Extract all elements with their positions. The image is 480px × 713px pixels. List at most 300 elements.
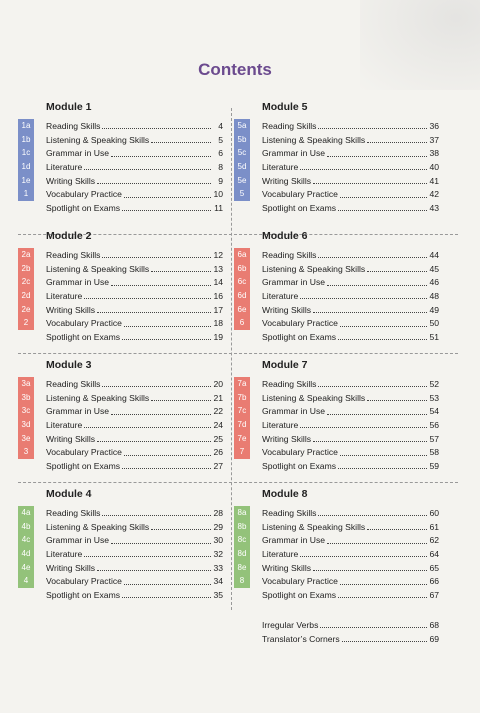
contents-row[interactable] (234, 146, 439, 160)
dot-leader (111, 279, 211, 286)
section-label: Reading Skills (46, 249, 101, 260)
dot-leader (340, 578, 427, 585)
unit-tag (18, 588, 34, 602)
unit-tag: 4a (18, 506, 34, 520)
page-number: 61 (429, 521, 439, 532)
section-label: Reading Skills (46, 507, 101, 518)
section-label: Vocabulary Practice (46, 189, 122, 200)
dot-leader (318, 122, 427, 129)
page-number: 59 (429, 460, 439, 471)
contents-row[interactable] (18, 547, 223, 561)
appendix-label: Translator’s Corners (262, 633, 340, 644)
contents-row[interactable] (18, 119, 223, 133)
unit-tag: 2e (18, 303, 34, 317)
page-number: 46 (429, 277, 439, 288)
dot-leader (340, 191, 427, 198)
contents-row[interactable] (18, 262, 223, 276)
appendix-label: Irregular Verbs (262, 619, 319, 630)
page-number: 16 (213, 290, 223, 301)
dot-leader (111, 537, 211, 544)
page-number: 13 (213, 263, 223, 274)
section-label: Vocabulary Practice (46, 447, 122, 458)
dot-leader (313, 306, 427, 313)
page-number: 19 (213, 331, 223, 342)
section-label: Grammar in Use (262, 277, 326, 288)
section-label: Reading Skills (46, 378, 101, 389)
unit-tag (234, 201, 250, 215)
contents-row[interactable] (234, 418, 439, 432)
section-label: Spotlight on Exams (262, 331, 337, 342)
dot-leader (300, 550, 427, 557)
page-number: 51 (429, 331, 439, 342)
section-label: Spotlight on Exams (46, 331, 121, 342)
dot-leader (122, 591, 211, 598)
page-number: 64 (429, 548, 439, 559)
unit-tag (18, 459, 34, 473)
unit-tag: 5a (234, 119, 250, 133)
dot-leader (124, 191, 211, 198)
contents-row[interactable] (234, 133, 439, 147)
dot-leader (151, 136, 211, 143)
dot-leader (102, 380, 211, 387)
section-label: Vocabulary Practice (262, 576, 338, 587)
dot-leader (313, 435, 427, 442)
page-number: 52 (429, 378, 439, 389)
contents-row[interactable] (18, 289, 223, 303)
contents-row[interactable] (234, 533, 439, 547)
contents-row[interactable] (18, 275, 223, 289)
section-label: Literature (46, 290, 83, 301)
contents-row[interactable] (18, 445, 223, 459)
unit-tag: 8b (234, 520, 250, 534)
section-label: Reading Skills (46, 120, 101, 131)
unit-tag: 3b (18, 391, 34, 405)
section-label: Vocabulary Practice (46, 318, 122, 329)
contents-row[interactable] (234, 445, 439, 459)
module-block (234, 230, 439, 344)
dot-leader (338, 204, 427, 211)
dot-leader (151, 523, 211, 530)
page-number: 30 (213, 535, 223, 546)
module-block (18, 359, 223, 473)
dot-leader (367, 523, 427, 530)
dot-leader (300, 292, 427, 299)
module-title: Module 4 (46, 488, 92, 500)
contents-row[interactable] (18, 377, 223, 391)
section-label: Grammar in Use (262, 406, 326, 417)
dot-leader (327, 279, 427, 286)
contents-row[interactable] (18, 391, 223, 405)
page-number: 34 (213, 576, 223, 587)
unit-tag: 6d (234, 289, 250, 303)
unit-tag: 7c (234, 404, 250, 418)
contents-row[interactable] (18, 146, 223, 160)
page-number: 54 (429, 406, 439, 417)
unit-tag: 3 (18, 445, 34, 459)
contents-row[interactable] (234, 391, 439, 405)
section-label: Listening & Speaking Skills (262, 392, 366, 403)
unit-tag: 1d (18, 160, 34, 174)
contents-row[interactable] (18, 187, 223, 201)
page-number: 24 (213, 419, 223, 430)
unit-tag: 7d (234, 418, 250, 432)
unit-tag: 3a (18, 377, 34, 391)
contents-row[interactable] (234, 248, 439, 262)
section-label: Reading Skills (262, 378, 317, 389)
page-number: 57 (429, 433, 439, 444)
page-number: 43 (429, 202, 439, 213)
page-number: 66 (429, 576, 439, 587)
contents-row[interactable] (18, 160, 223, 174)
unit-tag: 8c (234, 533, 250, 547)
contents-row[interactable] (234, 588, 439, 602)
dot-leader (340, 320, 427, 327)
unit-tag: 5e (234, 174, 250, 188)
dot-leader (124, 320, 211, 327)
section-label: Listening & Speaking Skills (46, 134, 150, 145)
section-label: Spotlight on Exams (46, 460, 121, 471)
contents-row[interactable] (234, 330, 439, 344)
unit-tag: 1a (18, 119, 34, 133)
section-label: Listening & Speaking Skills (262, 263, 366, 274)
unit-tag: 6a (234, 248, 250, 262)
page-number: 56 (429, 419, 439, 430)
contents-row[interactable] (234, 187, 439, 201)
section-label: Reading Skills (262, 120, 317, 131)
appendix-row[interactable] (234, 632, 439, 646)
section-label: Vocabulary Practice (262, 318, 338, 329)
page-number: 21 (213, 392, 223, 403)
module-title: Module 1 (46, 101, 92, 113)
dot-leader (122, 204, 211, 211)
dot-leader (367, 394, 427, 401)
dot-leader (111, 150, 211, 157)
unit-tag (18, 201, 34, 215)
contents-row[interactable] (234, 520, 439, 534)
page-number: 40 (429, 161, 439, 172)
module-title: Module 2 (46, 230, 92, 242)
contents-row[interactable] (18, 588, 223, 602)
page-title: Contents (198, 60, 272, 79)
section-label: Literature (46, 419, 83, 430)
contents-row[interactable] (234, 506, 439, 520)
dot-leader (151, 394, 211, 401)
contents-row[interactable] (234, 316, 439, 330)
section-label: Literature (262, 548, 299, 559)
unit-tag: 5b (234, 133, 250, 147)
section-label: Reading Skills (262, 249, 317, 260)
contents-row[interactable] (18, 330, 223, 344)
module-block (18, 488, 223, 602)
page-number: 42 (429, 189, 439, 200)
page-number: 36 (429, 120, 439, 131)
dot-leader (338, 333, 427, 340)
unit-tag: 2d (18, 289, 34, 303)
dot-leader (102, 509, 211, 516)
contents-row[interactable] (234, 174, 439, 188)
page-number: 32 (213, 548, 223, 559)
page-number: 53 (429, 392, 439, 403)
section-label: Grammar in Use (262, 535, 326, 546)
contents-row[interactable] (18, 418, 223, 432)
row-divider-3 (18, 482, 458, 484)
contents-row[interactable] (234, 574, 439, 588)
page-number: 17 (213, 304, 223, 315)
column-divider (231, 108, 233, 610)
contents-row[interactable] (18, 533, 223, 547)
contents-row[interactable] (18, 201, 223, 215)
section-label: Grammar in Use (46, 277, 110, 288)
page-number: 22 (213, 406, 223, 417)
page-number: 33 (213, 562, 223, 573)
unit-tag: 8a (234, 506, 250, 520)
contents-row[interactable] (18, 432, 223, 446)
dot-leader (318, 251, 427, 258)
contents-row[interactable] (234, 289, 439, 303)
module-block (234, 359, 439, 473)
contents-row[interactable] (18, 133, 223, 147)
unit-tag (18, 330, 34, 344)
contents-row[interactable] (18, 459, 223, 473)
unit-tag: 7e (234, 432, 250, 446)
unit-tag: 4c (18, 533, 34, 547)
dot-leader (318, 380, 427, 387)
unit-tag: 1b (18, 133, 34, 147)
dot-leader (97, 435, 211, 442)
module-title: Module 8 (262, 488, 308, 500)
section-label: Writing Skills (262, 562, 312, 573)
dot-leader (300, 421, 427, 428)
unit-tag: 5 (234, 187, 250, 201)
section-label: Literature (262, 419, 299, 430)
contents-row[interactable] (234, 201, 439, 215)
appendix-list (234, 618, 439, 645)
dot-leader (122, 462, 211, 469)
dot-leader (318, 509, 427, 516)
contents-row[interactable] (234, 377, 439, 391)
page-number: 10 (213, 189, 223, 200)
unit-tag: 6e (234, 303, 250, 317)
page-number: 58 (429, 447, 439, 458)
contents-row[interactable] (18, 520, 223, 534)
section-label: Vocabulary Practice (262, 189, 338, 200)
dot-leader (340, 449, 427, 456)
section-label: Listening & Speaking Skills (262, 521, 366, 532)
module-title: Module 7 (262, 359, 308, 371)
page-number: 41 (429, 175, 439, 186)
section-label: Literature (46, 161, 83, 172)
page-number: 65 (429, 562, 439, 573)
section-label: Listening & Speaking Skills (46, 263, 150, 274)
section-label: Literature (262, 290, 299, 301)
module-block (18, 230, 223, 344)
contents-row[interactable] (234, 262, 439, 276)
page-number: 25 (213, 433, 223, 444)
page-number: 14 (213, 277, 223, 288)
unit-tag: 2a (18, 248, 34, 262)
page-number: 35 (213, 589, 223, 600)
section-label: Literature (262, 161, 299, 172)
dot-leader (84, 163, 211, 170)
page-number: 11 (214, 202, 223, 213)
module-title: Module 5 (262, 101, 308, 113)
appendix-row[interactable] (234, 618, 439, 632)
page-number: 69 (429, 633, 439, 644)
page-number: 50 (429, 318, 439, 329)
dot-leader (84, 292, 211, 299)
dot-leader (367, 136, 427, 143)
unit-tag (234, 330, 250, 344)
page-number: 8 (218, 161, 223, 172)
page-number: 62 (429, 535, 439, 546)
unit-tag: 6c (234, 275, 250, 289)
section-label: Listening & Speaking Skills (46, 521, 150, 532)
section-label: Spotlight on Exams (46, 202, 121, 213)
unit-tag: 8 (234, 574, 250, 588)
unit-tag: 6 (234, 316, 250, 330)
section-label: Writing Skills (46, 304, 96, 315)
contents-row[interactable] (18, 303, 223, 317)
dot-leader (367, 265, 427, 272)
dot-leader (124, 449, 211, 456)
unit-tag: 5c (234, 146, 250, 160)
dot-leader (327, 150, 427, 157)
section-label: Spotlight on Exams (262, 460, 337, 471)
page-number: 67 (429, 589, 439, 600)
unit-tag: 3e (18, 432, 34, 446)
unit-tag: 7 (234, 445, 250, 459)
page-number: 5 (218, 134, 223, 145)
unit-tag: 4e (18, 561, 34, 575)
page-number: 26 (213, 447, 223, 458)
contents-row[interactable] (234, 119, 439, 133)
page-number: 68 (429, 619, 439, 630)
contents-row[interactable] (234, 432, 439, 446)
dot-leader (327, 408, 427, 415)
unit-tag: 2 (18, 316, 34, 330)
dot-leader (102, 122, 211, 129)
section-label: Reading Skills (262, 507, 317, 518)
section-label: Writing Skills (46, 562, 96, 573)
dot-leader (342, 635, 427, 642)
dot-leader (97, 177, 211, 184)
module-block (234, 488, 439, 602)
contents-row[interactable] (234, 303, 439, 317)
page-number: 60 (429, 507, 439, 518)
contents-row[interactable] (234, 459, 439, 473)
section-label: Writing Skills (262, 175, 312, 186)
contents-row[interactable] (18, 561, 223, 575)
dot-leader (300, 163, 427, 170)
unit-tag: 7a (234, 377, 250, 391)
dot-leader (327, 537, 427, 544)
dot-leader (313, 177, 427, 184)
unit-tag: 4 (18, 574, 34, 588)
section-label: Vocabulary Practice (46, 576, 122, 587)
unit-tag (234, 588, 250, 602)
unit-tag (234, 459, 250, 473)
section-label: Writing Skills (46, 175, 96, 186)
unit-tag: 5d (234, 160, 250, 174)
section-label: Grammar in Use (46, 148, 110, 159)
dot-leader (84, 550, 211, 557)
section-label: Vocabulary Practice (262, 447, 338, 458)
unit-tag: 2b (18, 262, 34, 276)
dot-leader (151, 265, 211, 272)
contents-row[interactable] (234, 275, 439, 289)
unit-tag: 7b (234, 391, 250, 405)
section-label: Listening & Speaking Skills (262, 134, 366, 145)
unit-tag: 1c (18, 146, 34, 160)
unit-tag: 3c (18, 404, 34, 418)
unit-tag: 4b (18, 520, 34, 534)
page-number: 20 (213, 378, 223, 389)
contents-row[interactable] (18, 574, 223, 588)
contents-row[interactable] (18, 174, 223, 188)
dot-leader (122, 333, 211, 340)
contents-row[interactable] (234, 547, 439, 561)
contents-row[interactable] (234, 404, 439, 418)
page-number: 27 (213, 460, 223, 471)
page-number: 28 (213, 507, 223, 518)
unit-tag: 1 (18, 187, 34, 201)
dot-leader (338, 462, 427, 469)
page-number: 37 (429, 134, 439, 145)
row-divider-2 (18, 353, 458, 355)
contents-row[interactable] (234, 561, 439, 575)
contents-row[interactable] (18, 506, 223, 520)
module-title: Module 3 (46, 359, 92, 371)
page-number: 4 (218, 120, 223, 131)
section-label: Literature (46, 548, 83, 559)
contents-row[interactable] (18, 404, 223, 418)
dot-leader (338, 591, 427, 598)
unit-tag: 1e (18, 174, 34, 188)
dot-leader (84, 421, 211, 428)
section-label: Spotlight on Exams (262, 589, 337, 600)
unit-tag: 4d (18, 547, 34, 561)
dot-leader (313, 564, 427, 571)
dot-leader (97, 306, 211, 313)
section-label: Spotlight on Exams (262, 202, 337, 213)
unit-tag: 8d (234, 547, 250, 561)
page-number: 44 (429, 249, 439, 260)
page-number: 45 (429, 263, 439, 274)
section-label: Writing Skills (46, 433, 96, 444)
dot-leader (111, 408, 211, 415)
section-label: Grammar in Use (46, 406, 110, 417)
page-number: 48 (429, 290, 439, 301)
page-number: 49 (429, 304, 439, 315)
section-label: Grammar in Use (262, 148, 326, 159)
unit-tag: 8e (234, 561, 250, 575)
module-title: Module 6 (262, 230, 308, 242)
unit-tag: 3d (18, 418, 34, 432)
section-label: Spotlight on Exams (46, 589, 121, 600)
unit-tag: 2c (18, 275, 34, 289)
dot-leader (102, 251, 211, 258)
module-block (18, 101, 223, 215)
page-number: 9 (218, 175, 223, 186)
dot-leader (97, 564, 211, 571)
contents-row[interactable] (18, 248, 223, 262)
dot-leader (124, 578, 211, 585)
section-label: Listening & Speaking Skills (46, 392, 150, 403)
contents-row[interactable] (234, 160, 439, 174)
contents-row[interactable] (18, 316, 223, 330)
unit-tag: 6b (234, 262, 250, 276)
page-number: 18 (213, 318, 223, 329)
